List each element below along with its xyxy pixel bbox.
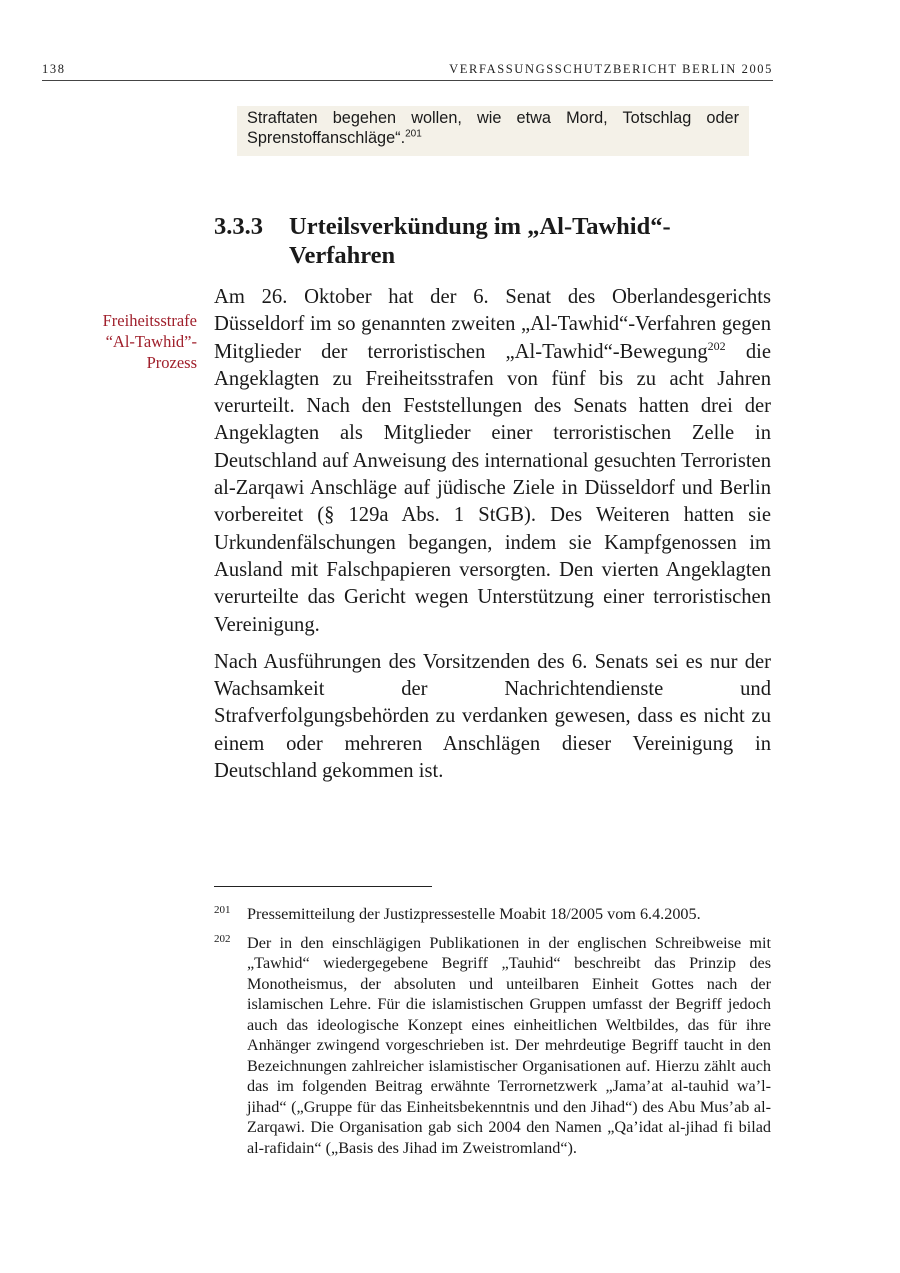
paragraph-2: Nach Ausführungen des Vorsitzenden des 6. Senats sei es nur der Wachsamkeit der Nachrichtendienste und Strafverfolgungsbehörden zu verdanken gewesen, dass es nicht zu einem oder mehreren Anschlägen dieser Vereinigung in Deutschland gekommen ist. [214,650,771,783]
footnote [214,904,771,925]
section-number: 3.3.3 [214,213,263,240]
quote-box [237,106,749,156]
footnotes [214,904,771,1166]
paragraph-1-part-1: Am 26. Oktober hat der 6. Senat des Oberlandesgerichts Düsseldorf im so genannten zweiten „Al-Tawhid“-Verfahren gegen Mitglieder der terroristischen „Al-Tawhid“-Bewegung [214,286,771,363]
page-header [42,62,773,80]
section-title: Urteilsverkündung im „Al-Tawhid“-Verfahren [289,213,671,269]
footnote-text: Pressemitteilung der Justizpressestelle Moabit 18/2005 vom 6.4.2005. [247,905,701,923]
footnote [214,933,771,1159]
footnote-text: Der in den einschlägigen Publikationen in der englischen Schreibweise mit „Tawhid“ wiedergegebene Begriff „Tauhid“ beschreibt das Prinzip des Monotheismus, der absoluten und unteilbaren Einheit Gottes nach der islamischen Lehre. Für die islamistischen Gruppen umfasst der Begriff jedoch auch das ideologische Konzept eines einheitlichen Weltbildes, das für ihre Anhänger zwingend vorgeschrieben ist. Der mehrdeutige Begriff taucht in den Bezeichnungen zahlreicher islamistischer Organisationen auf. Hierzu zählt auch das im folgenden Beitrag erwähnte Terrornetzwerk „Jama’at al-tauhid wa’l-jihad“ („Gruppe für das Einheitsbekenntnis und den Jihad“) des Abu Mus’ab al-Zarqawi. Die Organisation gab sich 2004 den Namen „Qa’idat al-jihad fi bilad al-rafidain“ („Basis des Jihad im Zweistromland“). [247,933,771,1157]
margin-note-line: Freiheitsstrafe [102,311,197,330]
margin-note-line: “Al-Tawhid”- [105,332,197,351]
footnote-ref-202[interactable]: 202 [707,338,726,353]
running-title: VERFASSUNGSSCHUTZBERICHT BERLIN 2005 [449,62,773,76]
footnote-divider [214,886,432,887]
paragraph-1-part-2: die Angeklagten zu Freiheitsstrafen von fünf bis zu acht Jahren verurteilt. Nach den Feststellungen des Senats hatten drei der Angeklagten als Mitglieder einer terroristischen Zelle in Deutschland auf Anweisung des international gesuchten Terroristen al-Zarqawi Anschläge auf jüdische Ziele in Düsseldorf und Berlin vorbereitet (§ 129a Abs. 1 StGB). Des Weiteren hatten sie Urkundenfälschungen begangen, indem sie Kampfgenossen im Ausland mit Falschpapieren versorgten. Den vierten Angeklagten verurteilte das Gericht wegen Unterstützung einer terroristischen Vereinigung. [214,340,771,636]
footnote-number: 201 [214,904,231,916]
paragraph-1 [214,284,771,639]
quote-footnote-ref[interactable]: 201 [405,128,422,140]
margin-note [60,310,197,373]
footnote-number: 202 [214,932,231,945]
margin-note-line: Prozess [146,353,197,372]
quote-text: Straftaten begehen wollen, wie etwa Mord, Totschlag oder Sprenstoffanschläge“. [247,109,739,147]
header-divider [42,80,773,81]
page-number: 138 [42,62,66,76]
body-text [214,284,771,785]
